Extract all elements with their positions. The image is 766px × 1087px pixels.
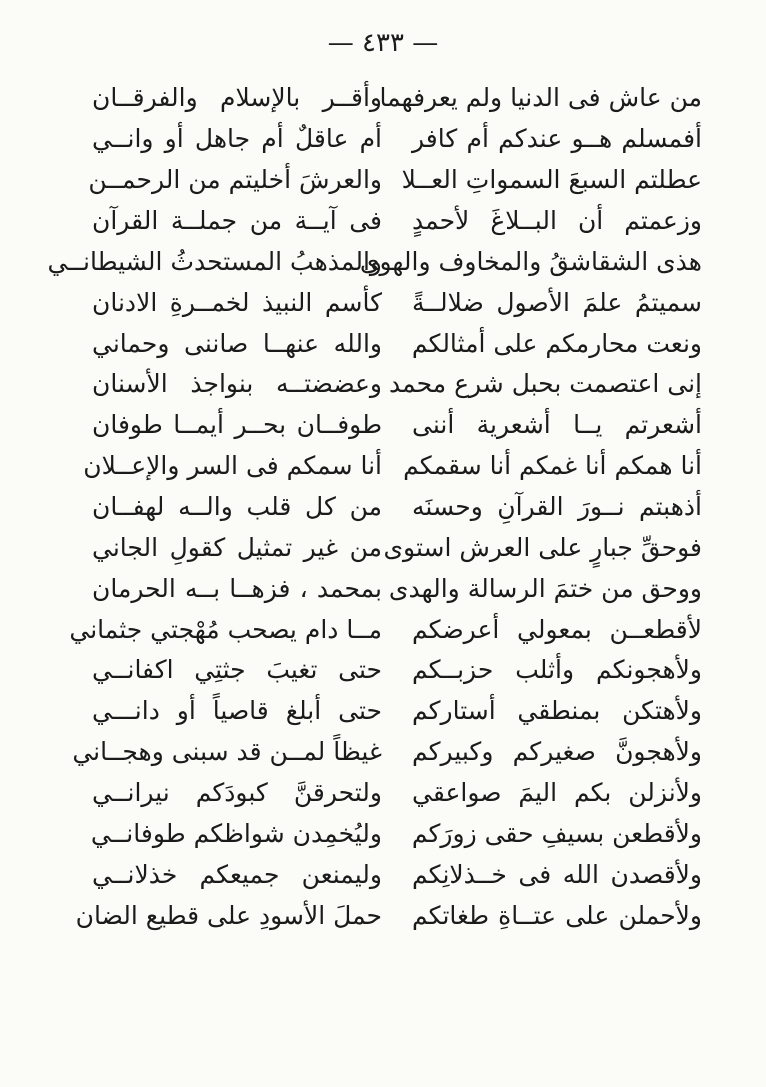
verse-second-hemistich: وعضضتــه بنواجذ الأسنان	[92, 369, 382, 399]
verse-second-hemistich: أنا سمكم فى السر والإعــلان	[83, 451, 382, 481]
verse-first-hemistich: ولأهجونكم وأثلب حزبــكم	[412, 655, 702, 685]
verse-first-hemistich: ولأقصدن الله فى خــذلانِكم	[412, 859, 702, 889]
verse-line	[47, 241, 702, 282]
poem	[47, 78, 702, 1038]
verse-line	[92, 691, 702, 732]
verse-second-hemistich: كأسم النبيذ لخمــرةِ الادنان	[92, 287, 382, 317]
verse-second-hemistich: والعرشَ أخليتم من الرحمــن	[88, 165, 382, 195]
verse-first-hemistich: أفمسلم هــو عندكم أم كافر	[412, 124, 702, 154]
verse-second-hemistich: أم عاقلٌ أم جاهل أو وانــي	[92, 124, 382, 154]
verse-first-hemistich: ولأحملن على عتــاةِ طغاتكم	[412, 900, 702, 930]
verse-first-hemistich: عطلتم السبعَ السمواتِ العــلا	[401, 165, 702, 195]
verse-second-hemistich: حتى أبلغ قاصياً أو دانـــي	[92, 696, 382, 726]
verse-second-hemistich: وليُخمِدن شواظكم طوفانــي	[90, 818, 382, 848]
verse-second-hemistich: وليمنعن جميعكم خذلانــي	[92, 859, 382, 889]
verse-first-hemistich: لأقطعــن بمعولي أعرضكم	[412, 614, 702, 644]
verse-second-hemistich: والمذهبُ المستحدثُ الشيطانــي	[47, 246, 382, 276]
verse-line	[92, 813, 702, 854]
verse-line	[75, 895, 702, 936]
verse-line	[92, 201, 702, 242]
verse-first-hemistich: أذهبتم نــورَ القرآنِ وحسنَه	[412, 492, 702, 522]
verse-first-hemistich: سميتمُ علمَ الأصول ضلالــةً	[412, 287, 702, 317]
verse-second-hemistich: وأقــر بالإسلام والفرقــان	[92, 83, 382, 113]
verse-line	[92, 568, 702, 609]
verse-second-hemistich: مــا دام يصحب مُهْجتي جثماني	[69, 614, 382, 644]
verse-second-hemistich: غيظاً لمــن قد سبنى وهجــاني	[72, 737, 382, 767]
verse-first-hemistich: أنا همكم أنا غمكم أنا سقمكم	[403, 451, 702, 481]
verse-line	[92, 854, 702, 895]
verse-first-hemistich: ولأهجونَّ صغيركم وكبيركم	[412, 737, 702, 767]
verse-first-hemistich: ووحق من ختمَ الرسالة والهدى	[388, 573, 702, 603]
verse-first-hemistich: أشعرتم يــا أشعرية أننى	[412, 410, 702, 440]
verse-first-hemistich: ولأقطعن بسيفِ حقى زورَكم	[411, 818, 702, 848]
verse-second-hemistich: طوفــان بحــر أيمــا طوفان	[92, 410, 382, 440]
verse-first-hemistich: وزعمتم أن البــلاغَ لأحمدٍ	[412, 206, 702, 235]
verse-line	[92, 773, 702, 814]
verse-line	[92, 78, 702, 119]
verse-line	[83, 446, 702, 487]
verse-second-hemistich: من كل قلب والــه لهفــان	[92, 492, 382, 522]
verse-second-hemistich: حتى تغيبَ جثتِي اكفانــي	[92, 655, 382, 685]
verse-first-hemistich: إنى اعتصمت بحبل شرع محمد	[389, 369, 702, 399]
verse-line	[72, 732, 702, 773]
verse-first-hemistich: من عاش فى الدنيا ولم يعرفهما	[379, 83, 702, 113]
page-number: — ٤٣٣ —	[327, 28, 439, 58]
verse-line	[88, 160, 702, 201]
verse-first-hemistich: ولأهتكن بمنطقي أستاركم	[412, 696, 702, 726]
verse-first-hemistich: ولأنزلن بكم اليمَ صواعقي	[412, 778, 702, 808]
verse-second-hemistich: ولتحرقنَّ كبودَكم نيرانــي	[92, 778, 382, 808]
verse-first-hemistich: ونعت محارمكم على أمثالكم	[411, 328, 702, 358]
verse-first-hemistich: فوحقِّ جبارٍ على العرش استوى	[383, 532, 702, 562]
verse-first-hemistich: هذى الشقاشقُ والمخاوف والهوى	[359, 246, 702, 276]
verse-second-hemistich: فى آيــة من جملــة القرآن	[92, 206, 382, 235]
verse-line	[92, 282, 702, 323]
verse-second-hemistich: من غير تمثيل كقولِ الجاني	[92, 532, 382, 562]
verse-second-hemistich: والله عنهــا صاننى وحماني	[92, 328, 382, 358]
verse-line	[92, 119, 702, 160]
verse-line	[92, 527, 702, 568]
verse-line	[92, 323, 702, 364]
verse-second-hemistich: بمحمد ، فزهــا بــه الحرمان	[92, 573, 382, 603]
verse-second-hemistich: حملَ الأسودِ على قطيع الضان	[75, 900, 382, 930]
verse-line	[69, 609, 702, 650]
verse-line	[92, 650, 702, 691]
verse-line	[92, 405, 702, 446]
verse-line	[92, 487, 702, 528]
verse-line	[92, 364, 702, 405]
